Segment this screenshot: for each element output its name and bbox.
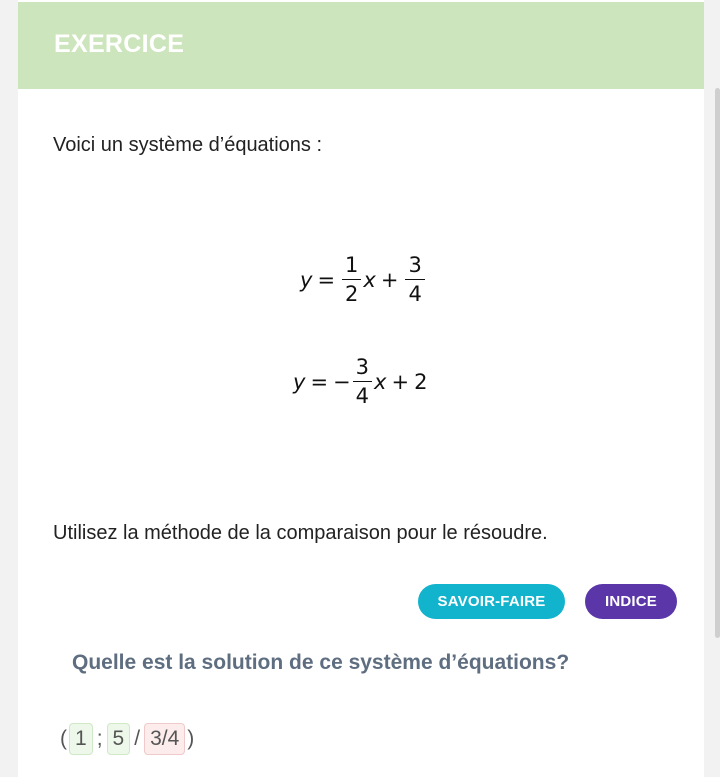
eq2-x: x [374,369,387,394]
eq1-f1-denominator: 2 [345,282,359,306]
eq1-f1-numerator: 1 [342,253,361,280]
eq1-plus: + [380,267,399,292]
eq1-fraction-2 [405,253,424,306]
eq1-f2-numerator: 3 [405,253,424,280]
eq1-equals: = [317,267,336,292]
eq1-lhs: y [300,267,313,292]
savoir-faire-button[interactable]: SAVOIR-FAIRE [418,584,565,619]
eq2-plus: + [391,369,410,394]
eq2-denominator: 4 [355,384,370,408]
eq1-fraction-1 [342,253,361,306]
exercise-card [18,0,704,777]
eq2-equals: = [310,369,329,394]
scrollbar[interactable] [715,88,720,638]
answer-y-denominator-field[interactable]: 3/4 [144,723,185,755]
answer-x-field[interactable]: 1 [69,723,93,755]
intro-text: Voici un système d’équations : [53,134,323,156]
eq1-f2-denominator: 4 [408,282,422,306]
answer-open-paren: ( [60,727,67,750]
answer-y-numerator-field[interactable]: 5 [107,723,131,755]
answer-slash: / [134,727,141,750]
question-text: Quelle est la solution de ce système d’équations? [72,651,570,674]
method-instruction: Utilisez la méthode de la comparaison pour le résoudre. [53,522,548,544]
answer-separator: ; [96,727,103,750]
exercise-header [18,2,704,89]
exercise-title: EXERCICE [54,30,185,58]
eq2-minus: − [333,369,351,394]
answer-row [60,723,194,755]
equation-2 [293,355,427,408]
eq2-lhs: y [293,369,306,394]
answer-close-paren: ) [187,727,195,750]
eq2-fraction [353,355,372,408]
eq2-numerator: 3 [353,355,372,382]
indice-button[interactable]: INDICE [585,584,677,619]
eq2-constant: 2 [414,369,428,394]
eq1-x: x [363,267,376,292]
equation-1 [300,253,427,306]
